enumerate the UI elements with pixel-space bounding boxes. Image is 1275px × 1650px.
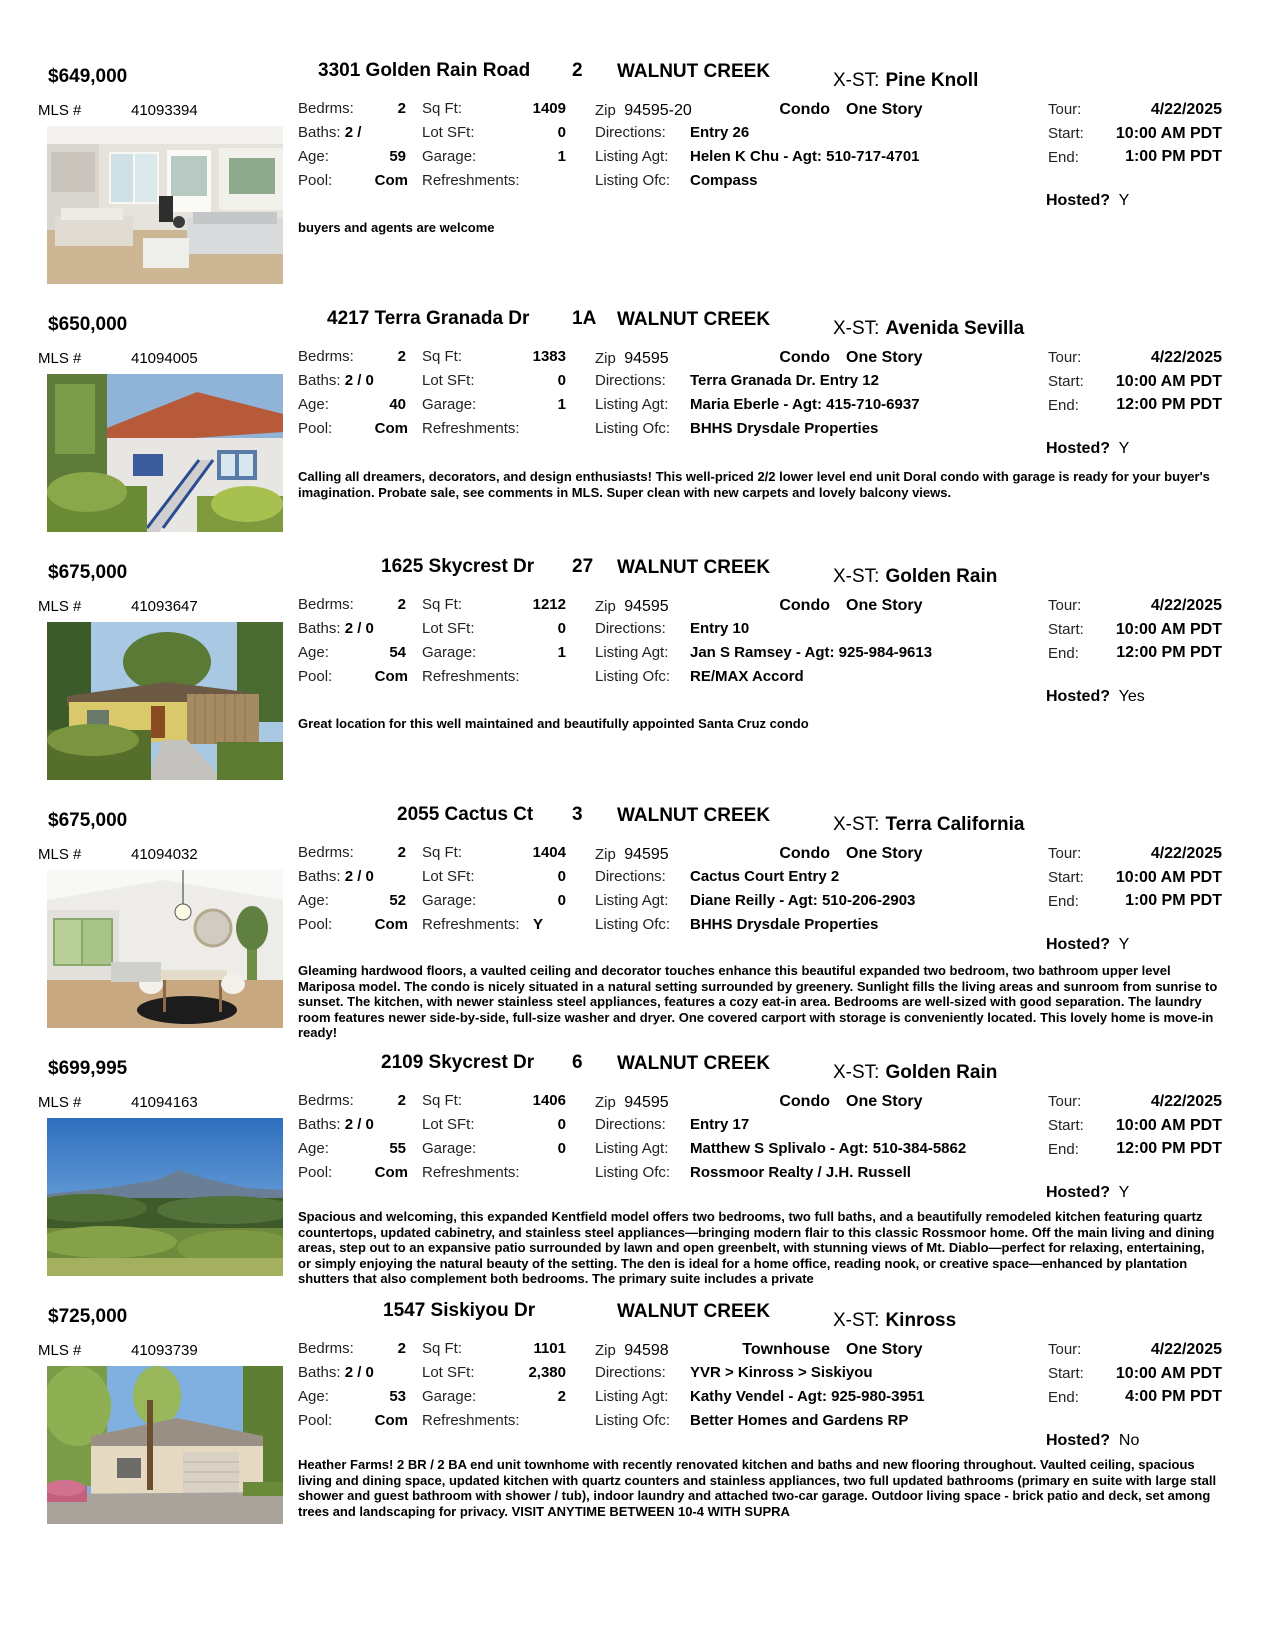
hosted	[1046, 192, 1129, 210]
lot-value: 2,380	[528, 1364, 566, 1381]
agent-label: Listing Agt:	[595, 396, 669, 413]
cross-street-value: Golden Rain	[885, 566, 998, 587]
baths-value: 2 / 0	[344, 1364, 374, 1381]
hosted-label: Hosted?	[1046, 1432, 1110, 1449]
hosted-value: Y	[1118, 1184, 1130, 1201]
exterior-townhouse-photo	[47, 1366, 283, 1524]
bedrooms-label: Bedrms:	[298, 348, 354, 365]
lot-value: 0	[557, 372, 566, 389]
hosted-value: Y	[1118, 192, 1130, 209]
office-value: RE/MAX Accord	[690, 668, 804, 685]
listing-address: 2109 Skycrest Dr	[381, 1052, 535, 1073]
cross-street-label: X-ST:	[833, 1062, 880, 1083]
listing-5	[0, 1050, 1275, 1310]
refreshments-label: Refreshments:	[422, 172, 520, 189]
mountain-view-photo	[47, 1118, 283, 1276]
listing-unit: 6	[572, 1052, 583, 1073]
bedrooms-value: 2	[397, 1340, 406, 1357]
listing-remarks: Great location for this well maintained and beautifully appointed Santa Cruz condo	[298, 716, 809, 731]
start-label: Start:	[1048, 125, 1084, 142]
listing-unit: 2	[572, 60, 583, 81]
age-value: 54	[389, 644, 406, 661]
listing-6	[0, 1298, 1275, 1558]
zip-label: Zip 94595	[595, 846, 669, 863]
bedrooms-value: 2	[397, 1092, 406, 1109]
listing-2	[0, 306, 1275, 566]
office-label: Listing Ofc:	[595, 172, 671, 189]
hosted-label: Hosted?	[1046, 440, 1110, 457]
listing-address: 1625 Skycrest Dr	[381, 556, 535, 577]
listing-remarks: Gleaming hardwood floors, a vaulted ceiling and decorator touches enhance this beautiful expanded two bedroom, two bathroom upper level Mariposa model. The condo is nicely situated in a natural setting surrounded by greenery. Sunlight fills the living areas and sunroom from sunrise to sunset. The kitchen, with newer stainless steel appliances, features a cozy eat-in area. Bedrooms are well-sized with good separation. The laundry room features newer side-by-side, full-size washer and dryer. One covered carport with storage is conveniently located. This lovely home is move-in ready!	[298, 963, 1218, 1040]
listing-unit: 3	[572, 804, 583, 825]
cross-street-label: X-ST:	[833, 814, 880, 835]
agent-value: Diane Reilly - Agt: 510-206-2903	[690, 892, 916, 909]
lot-label: Lot SFt:	[422, 620, 475, 637]
sqft-value: 1101	[533, 1340, 566, 1357]
property-style: One Story	[846, 1093, 923, 1110]
cross-street-value: Terra California	[885, 814, 1025, 835]
baths-label: Baths: 2 / 0	[298, 1116, 374, 1133]
sqft-value: 1409	[532, 100, 566, 117]
start-label: Start:	[1048, 1117, 1084, 1134]
listing-city: WALNUT CREEK	[617, 1053, 771, 1074]
listing-address: 4217 Terra Granada Dr	[327, 308, 530, 329]
cross-street-value: Golden Rain	[885, 1062, 998, 1083]
hosted-value: Yes	[1118, 688, 1145, 705]
age-value: 55	[389, 1140, 406, 1157]
start-label: Start:	[1048, 869, 1084, 886]
tour-date: 4/22/2025	[1150, 101, 1222, 118]
directions-label: Directions:	[595, 620, 666, 637]
listing-address: 2055 Cactus Ct	[397, 804, 534, 825]
pool-value: Com	[374, 916, 408, 933]
end-label: End:	[1048, 397, 1079, 414]
age-label: Age:	[298, 644, 329, 661]
lot-label: Lot SFt:	[422, 868, 475, 885]
tour-date: 4/22/2025	[1150, 349, 1222, 366]
sqft-label: Sq Ft:	[422, 100, 463, 117]
mls-number: 41093394	[131, 102, 198, 119]
age-value: 40	[389, 396, 406, 413]
bedrooms-value: 2	[397, 596, 406, 613]
sqft-label: Sq Ft:	[422, 1340, 463, 1357]
garage-value: 1	[557, 148, 566, 165]
lot-value: 0	[557, 1116, 566, 1133]
listing-unit: 27	[572, 556, 594, 577]
age-value: 59	[389, 148, 406, 165]
start-time: 10:00 AM PDT	[1115, 1117, 1222, 1134]
cross-street-value: Avenida Sevilla	[885, 318, 1025, 339]
property-style: One Story	[846, 597, 923, 614]
mls-number: 41094005	[131, 350, 198, 367]
bedrooms-label: Bedrms:	[298, 1092, 354, 1109]
refreshments-label: Refreshments:	[422, 420, 520, 437]
bedrooms-value: 2	[397, 844, 406, 861]
cross-street	[833, 1310, 956, 1332]
listing-city: WALNUT CREEK	[617, 1301, 771, 1322]
refreshments-label: Refreshments:	[422, 1164, 520, 1181]
property-style: One Story	[846, 845, 923, 862]
tour-label: Tour:	[1048, 349, 1082, 366]
zip-label: Zip 94595	[595, 350, 669, 367]
listing-1	[0, 58, 1275, 318]
tour-date: 4/22/2025	[1150, 597, 1222, 614]
mls-label: MLS #	[38, 350, 82, 367]
start-label: Start:	[1048, 621, 1084, 638]
baths-label: Baths: 2 / 0	[298, 1364, 374, 1381]
pool-label: Pool:	[298, 420, 333, 437]
listing-city: WALNUT CREEK	[617, 805, 771, 826]
age-label: Age:	[298, 148, 329, 165]
garage-value: 1	[557, 644, 566, 661]
pool-label: Pool:	[298, 668, 333, 685]
pool-value: Com	[374, 1164, 408, 1181]
garage-label: Garage:	[422, 148, 477, 165]
garage-value: 0	[557, 892, 566, 909]
baths-label: Baths: 2 /	[298, 124, 362, 141]
listing-4	[0, 802, 1275, 1062]
end-label: End:	[1048, 149, 1079, 166]
directions-label: Directions:	[595, 1116, 666, 1133]
bedrooms-value: 2	[397, 100, 406, 117]
listing-city: WALNUT CREEK	[617, 557, 771, 578]
directions-value: Entry 26	[690, 124, 750, 141]
cross-street	[833, 1062, 997, 1084]
zip-label: Zip 94598	[595, 1342, 669, 1359]
property-type: Condo	[779, 1093, 830, 1110]
pool-value: Com	[374, 172, 408, 189]
end-time: 1:00 PM PDT	[1125, 148, 1222, 165]
agent-value: Helen K Chu - Agt: 510-717-4701	[690, 148, 920, 165]
zip-value: 94595	[624, 846, 669, 863]
mls-number: 41093739	[131, 1342, 198, 1359]
mls-number: 41093647	[131, 598, 198, 615]
exterior-stairs-photo	[47, 374, 283, 532]
refreshments-label: Refreshments:	[422, 1412, 520, 1429]
lot-label: Lot SFt:	[422, 124, 475, 141]
property-type: Condo	[779, 845, 830, 862]
agent-label: Listing Agt:	[595, 148, 669, 165]
mls-number: 41094032	[131, 846, 198, 863]
listing-remarks: buyers and agents are welcome	[298, 220, 495, 235]
tour-label: Tour:	[1048, 597, 1082, 614]
cross-street-value: Pine Knoll	[885, 70, 979, 91]
pool-value: Com	[374, 1412, 408, 1429]
office-value: BHHS Drysdale Properties	[690, 420, 879, 437]
pool-label: Pool:	[298, 172, 333, 189]
refreshments-label: Refreshments:	[422, 916, 520, 933]
property-type: Condo	[779, 597, 830, 614]
interior-living-room-photo	[47, 126, 283, 284]
zip-label: Zip 94595	[595, 1094, 669, 1111]
baths-value: 2 / 0	[344, 372, 374, 389]
lot-value: 0	[557, 868, 566, 885]
age-label: Age:	[298, 892, 329, 909]
garage-label: Garage:	[422, 396, 477, 413]
tour-label: Tour:	[1048, 845, 1082, 862]
pool-value: Com	[374, 668, 408, 685]
hosted-value: Y	[1118, 440, 1130, 457]
office-value: Rossmoor Realty / J.H. Russell	[690, 1164, 911, 1181]
mls-label: MLS #	[38, 1342, 82, 1359]
sqft-value: 1383	[532, 348, 566, 365]
start-label: Start:	[1048, 373, 1084, 390]
directions-value: Terra Granada Dr. Entry 12	[690, 372, 879, 389]
end-time: 12:00 PM PDT	[1116, 1140, 1222, 1157]
end-label: End:	[1048, 645, 1079, 662]
sqft-label: Sq Ft:	[422, 1092, 463, 1109]
listing-address: 3301 Golden Rain Road	[318, 60, 531, 81]
hosted	[1046, 440, 1129, 458]
cross-street-value: Kinross	[885, 1310, 957, 1331]
bedrooms-label: Bedrms:	[298, 1340, 354, 1357]
end-time: 4:00 PM PDT	[1125, 1388, 1222, 1405]
tour-label: Tour:	[1048, 1341, 1082, 1358]
end-label: End:	[1048, 893, 1079, 910]
directions-label: Directions:	[595, 124, 666, 141]
listing-city: WALNUT CREEK	[617, 61, 771, 82]
bedrooms-label: Bedrms:	[298, 596, 354, 613]
baths-value: 2 / 0	[344, 620, 374, 637]
baths-label: Baths: 2 / 0	[298, 372, 374, 389]
start-time: 10:00 AM PDT	[1115, 621, 1222, 638]
garage-value: 2	[557, 1388, 566, 1405]
sqft-label: Sq Ft:	[422, 348, 463, 365]
tour-label: Tour:	[1048, 1093, 1082, 1110]
refreshments-label: Refreshments:	[422, 668, 520, 685]
mls-label: MLS #	[38, 1094, 82, 1111]
listing-price: $725,000	[48, 1306, 128, 1327]
hosted-label: Hosted?	[1046, 688, 1110, 705]
lot-label: Lot SFt:	[422, 372, 475, 389]
office-label: Listing Ofc:	[595, 668, 671, 685]
baths-value: 2 / 0	[344, 868, 374, 885]
cross-street-label: X-ST:	[833, 318, 880, 339]
listing-address: 1547 Siskiyou Dr	[383, 1300, 536, 1321]
sqft-value: 1406	[532, 1092, 566, 1109]
agent-value: Maria Eberle - Agt: 415-710-6937	[690, 396, 920, 413]
listing-remarks: Heather Farms! 2 BR / 2 BA end unit townhome with recently renovated kitchen and baths and new flooring throughout. Vaulted ceiling, spacious living and dining space, updated kitchen with quartz counters and stainless appliances, two full updated bathrooms (primary en suite with large stall shower and guest bathroom with shower / tub), indoor laundry and attached two-car garage. Outdoor living space - brick patio and deck, set among trees and landscaping for privacy. VISIT ANYTIME BETWEEN 10-4 WITH SUPRA	[298, 1457, 1217, 1519]
listing-unit: 1A	[572, 308, 597, 329]
bedrooms-label: Bedrms:	[298, 844, 354, 861]
garage-value: 1	[557, 396, 566, 413]
hosted-label: Hosted?	[1046, 192, 1110, 209]
listing-price: $650,000	[48, 314, 128, 335]
listing-price: $649,000	[48, 66, 128, 87]
directions-label: Directions:	[595, 372, 666, 389]
mls-number: 41094163	[131, 1094, 198, 1111]
office-label: Listing Ofc:	[595, 1412, 671, 1429]
hosted-value: No	[1118, 1432, 1140, 1449]
baths-value: 2 / 0	[344, 1116, 374, 1133]
agent-label: Listing Agt:	[595, 1140, 669, 1157]
age-label: Age:	[298, 1140, 329, 1157]
directions-label: Directions:	[595, 1364, 666, 1381]
age-value: 52	[389, 892, 406, 909]
mls-label: MLS #	[38, 846, 82, 863]
property-style: One Story	[846, 349, 923, 366]
agent-label: Listing Agt:	[595, 1388, 669, 1405]
hosted	[1046, 1184, 1129, 1202]
zip-value: 94595	[624, 1094, 669, 1111]
cross-street-label: X-ST:	[833, 1310, 880, 1331]
pool-value: Com	[374, 420, 408, 437]
end-label: End:	[1048, 1389, 1079, 1406]
lot-label: Lot SFt:	[422, 1364, 475, 1381]
age-label: Age:	[298, 396, 329, 413]
lot-value: 0	[557, 124, 566, 141]
start-time: 10:00 AM PDT	[1115, 1365, 1222, 1382]
office-value: Compass	[690, 172, 758, 189]
cross-street	[833, 814, 1024, 836]
sqft-value: 1212	[532, 596, 566, 613]
zip-value: 94595-20	[624, 102, 692, 119]
garage-label: Garage:	[422, 644, 477, 661]
property-type: Condo	[779, 349, 830, 366]
agent-label: Listing Agt:	[595, 644, 669, 661]
mls-label: MLS #	[38, 102, 82, 119]
agent-value: Jan S Ramsey - Agt: 925-984-9613	[690, 644, 933, 661]
property-style: One Story	[846, 1341, 923, 1358]
zip-value: 94595	[624, 598, 669, 615]
office-label: Listing Ofc:	[595, 916, 671, 933]
zip-value: 94595	[624, 350, 669, 367]
hosted	[1046, 688, 1145, 706]
directions-label: Directions:	[595, 868, 666, 885]
property-style: One Story	[846, 101, 923, 118]
start-time: 10:00 AM PDT	[1115, 869, 1222, 886]
listing-price: $675,000	[48, 562, 128, 583]
agent-label: Listing Agt:	[595, 892, 669, 909]
agent-value: Matthew S Splivalo - Agt: 510-384-5862	[690, 1140, 967, 1157]
refreshments-value: Y	[533, 916, 544, 933]
pool-label: Pool:	[298, 1164, 333, 1181]
hosted-label: Hosted?	[1046, 936, 1110, 953]
garage-label: Garage:	[422, 1388, 477, 1405]
mls-label: MLS #	[38, 598, 82, 615]
age-value: 53	[389, 1388, 406, 1405]
hosted-value: Y	[1118, 936, 1130, 953]
exterior-yellow-house-photo	[47, 622, 283, 780]
hosted	[1046, 1432, 1139, 1450]
sqft-label: Sq Ft:	[422, 844, 463, 861]
agent-value: Kathy Vendel - Agt: 925-980-3951	[690, 1388, 925, 1405]
cross-street	[833, 318, 1024, 340]
sqft-value: 1404	[532, 844, 566, 861]
directions-value: Entry 10	[690, 620, 750, 637]
pool-label: Pool:	[298, 1412, 333, 1429]
hosted-label: Hosted?	[1046, 1184, 1110, 1201]
garage-label: Garage:	[422, 892, 477, 909]
office-label: Listing Ofc:	[595, 1164, 671, 1181]
office-value: BHHS Drysdale Properties	[690, 916, 879, 933]
listing-3	[0, 554, 1275, 814]
interior-dining-photo	[47, 870, 283, 1028]
baths-label: Baths: 2 / 0	[298, 868, 374, 885]
cross-street	[833, 70, 978, 92]
end-label: End:	[1048, 1141, 1079, 1158]
end-time: 12:00 PM PDT	[1116, 396, 1222, 413]
start-label: Start:	[1048, 1365, 1084, 1382]
property-type: Townhouse	[742, 1341, 830, 1358]
office-value: Better Homes and Gardens RP	[690, 1412, 909, 1429]
age-label: Age:	[298, 1388, 329, 1405]
tour-label: Tour:	[1048, 101, 1082, 118]
garage-label: Garage:	[422, 1140, 477, 1157]
zip-label: Zip 94595	[595, 598, 669, 615]
end-time: 12:00 PM PDT	[1116, 644, 1222, 661]
directions-value: YVR > Kinross > Siskiyou	[690, 1364, 873, 1381]
cross-street-label: X-ST:	[833, 70, 880, 91]
zip-value: 94598	[624, 1342, 669, 1359]
property-type: Condo	[779, 101, 830, 118]
hosted	[1046, 936, 1129, 954]
end-time: 1:00 PM PDT	[1125, 892, 1222, 909]
listing-city: WALNUT CREEK	[617, 309, 771, 330]
office-label: Listing Ofc:	[595, 420, 671, 437]
bedrooms-label: Bedrms:	[298, 100, 354, 117]
directions-value: Entry 17	[690, 1116, 750, 1133]
baths-label: Baths: 2 / 0	[298, 620, 374, 637]
lot-value: 0	[557, 620, 566, 637]
listing-price: $675,000	[48, 810, 128, 831]
zip-label: Zip 94595-20	[595, 102, 692, 119]
pool-label: Pool:	[298, 916, 333, 933]
garage-value: 0	[557, 1140, 566, 1157]
sqft-label: Sq Ft:	[422, 596, 463, 613]
cross-street	[833, 566, 997, 588]
bedrooms-value: 2	[397, 348, 406, 365]
start-time: 10:00 AM PDT	[1115, 373, 1222, 390]
tour-date: 4/22/2025	[1150, 1093, 1222, 1110]
start-time: 10:00 AM PDT	[1115, 125, 1222, 142]
directions-value: Cactus Court Entry 2	[690, 868, 840, 885]
listing-remarks: Calling all dreamers, decorators, and design enthusiasts! This well-priced 2/2 lower level end unit Doral condo with garage is ready for your buyer's imagination. Probate sale, see comments in MLS. Super clean with new carpets and lovely balcony views.	[298, 469, 1210, 500]
lot-label: Lot SFt:	[422, 1116, 475, 1133]
cross-street-label: X-ST:	[833, 566, 880, 587]
tour-date: 4/22/2025	[1150, 845, 1222, 862]
listing-remarks: Spacious and welcoming, this expanded Kentfield model offers two bedrooms, two full baths, and a beautifully remodeled kitchen featuring quartz countertops, updated cabinetry, and stainless steel appliances—bringing modern flair to this classic Rossmoor home. Off the main living and dining areas, step out to an expansive patio surrounded by lawn and open greenbelt, with stunning views of Mt. Diablo—perfect for relaxing, entertaining, or simply enjoying the natural beauty of the setting. The den is ideal for a home office, reading nook, or creative space—enhanced by plantation shutters that also complement both bedrooms. The primary suite includes a private	[298, 1209, 1215, 1286]
baths-value: 2 /	[344, 124, 362, 141]
listing-price: $699,995	[48, 1058, 128, 1079]
tour-date: 4/22/2025	[1150, 1341, 1222, 1358]
